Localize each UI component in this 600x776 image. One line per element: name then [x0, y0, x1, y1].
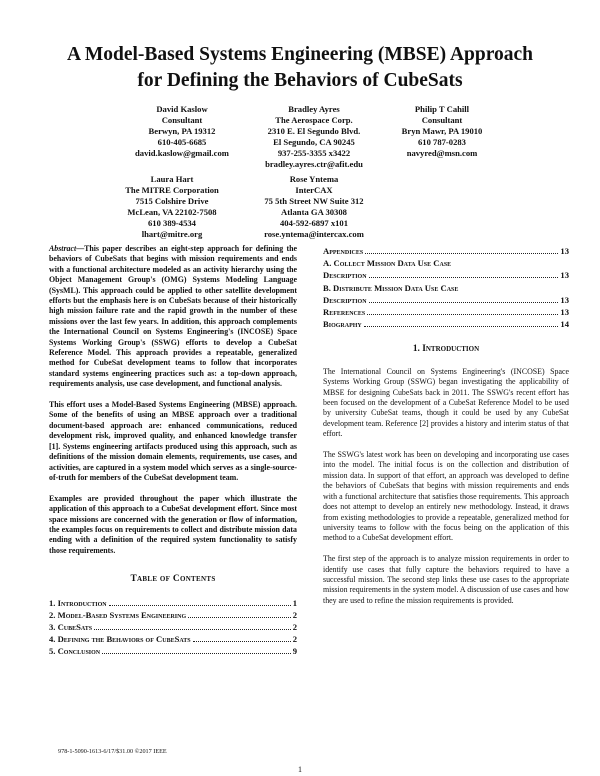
toc-entry-prefix: B. Distribute Mission Data Use Case [323, 282, 459, 293]
page-number: 1 [298, 765, 302, 774]
author-city: McLean, VA 22102-7508 [127, 207, 217, 217]
author-org: InterCAX [295, 185, 333, 195]
toc-entry-page: 13 [560, 246, 569, 256]
author-address: 2310 E. El Segundo Blvd. [267, 126, 361, 136]
right-column [323, 245, 569, 617]
toc-entry-page: 9 [292, 646, 297, 657]
author-phone: 610-405-6685 [157, 137, 207, 147]
abstract-paragraph-2: This effort uses a Model-Based Systems Engineering (MBSE) approach. Some of the benefits of using an MBSE approach over a traditional document-based approach are: enhanced communications, reduced development risk, improved quality, and enhanced knowledge transfer [1]. Systems engineering artifacts produced using this approach, such as definitions of the mission domain elements, requirements, use cases, and activities, are captured in a system model which serves as a single-source-of-truth for members of the CubeSat development team. [49, 400, 297, 482]
toc-leader [102, 653, 291, 654]
author-name: David Kaslow [156, 104, 208, 114]
toc-entry-page: 14 [560, 319, 569, 330]
toc-entry-label: 4. Defining the Behaviors of CubeSats [49, 634, 191, 645]
abstract-label: Abstract [49, 244, 77, 253]
toc-entry-page: 2 [292, 621, 297, 632]
author-block-ayres [236, 104, 392, 170]
toc-entry[interactable] [49, 609, 297, 621]
toc-entry-page: 2 [292, 609, 297, 620]
author-phone: 610 389-4534 [148, 218, 196, 228]
author-email[interactable]: bradley.ayres.ctr@afit.edu [265, 159, 363, 169]
toc-entry[interactable] [323, 269, 569, 281]
toc-entry-label: 5. Conclusion [49, 646, 101, 657]
author-city: Atlanta GA 30308 [281, 207, 347, 217]
toc-entry-label: 2. Model-Based Systems Engineering [49, 609, 187, 620]
toc-entry-page: 13 [560, 270, 569, 281]
toc-entry-label: 3. CubeSats [49, 621, 93, 632]
author-address: Berwyn, PA 19312 [148, 126, 216, 136]
intro-paragraph-1: The International Council on Systems Engineering's (INCOSE) Space Systems Working Group (SSWG) began investigating the applicability of MBSE for designing CubeSats back in 2011. The SSWG's recent effort has been focused on the development of a CubeSat Reference Model to be used by university CubeSat teams, though it could be used by any CubeSat development team. Reference [2] provides a history and interim status of that effort. [323, 366, 569, 439]
toc-entry[interactable] [323, 318, 569, 330]
paper-title [20, 42, 580, 94]
author-org: Consultant [421, 115, 463, 125]
author-email[interactable]: rose.yntema@intercax.com [264, 229, 364, 239]
toc-entry-page: 13 [560, 307, 569, 318]
author-name: Rose Yntema [289, 174, 339, 184]
toc-entry-label: 1. Introduction [49, 597, 107, 608]
author-org: The MITRE Corporation [125, 185, 219, 195]
toc-entry[interactable] [49, 645, 297, 657]
left-column [49, 244, 297, 658]
author-email[interactable]: david.kaslow@gmail.com [135, 148, 229, 158]
author-city: El Segundo, CA 90245 [273, 137, 355, 147]
intro-paragraph-2: The SSWG's latest work has been on developing and incorporating use cases into the model. The initial focus is on the collection and distribution of mission data. In support of that effort, an approach was developed to define the behaviors of CubeSats that begins with mission requirements and ends with a functional architecture that satisfies those requirements. This approach does not attempt to develop an entirely new methodology. Instead, it draws from existing methodologies to provide a repeatable, generalized method for university teams to follow with the focus being on the application of this method to a CubeSat development effort. [323, 450, 569, 543]
author-email[interactable]: navyred@msn.com [406, 148, 478, 158]
toc-entry[interactable] [49, 633, 297, 645]
author-block-kaslow [112, 104, 252, 159]
abstract-paragraph-1 [49, 244, 297, 390]
author-org: Consultant [161, 115, 203, 125]
toc-entry-label: Description [323, 270, 367, 281]
toc-leader [367, 314, 558, 315]
toc-entry[interactable] [323, 245, 569, 257]
toc-entry-page: 2 [292, 634, 297, 645]
title-line-2: for Defining the Behaviors of CubeSats [137, 70, 463, 91]
author-org: The Aerospace Corp. [275, 115, 353, 125]
toc-entry-label: Biography [323, 319, 362, 330]
author-address: 7515 Colshire Drive [135, 196, 209, 206]
toc-entry-label: Description [323, 294, 367, 305]
toc-leader [109, 605, 291, 606]
author-email[interactable]: lhart@mitre.org [141, 229, 203, 239]
toc-entry[interactable] [323, 306, 569, 318]
toc-entry-prefix: A. Collect Mission Data Use Case [323, 258, 452, 269]
toc-entry[interactable] [323, 294, 569, 306]
toc-entry-page: 13 [560, 294, 569, 305]
intro-paragraph-3: The first step of the approach is to analyze mission requirements in order to identify use cases that fully capture the behaviors required to have a successful mission. The second step links these use cases to the appropriate mission requirements in the system model. A discussion of use cases and how they are used to refine the mission requirements is provided. [323, 554, 569, 605]
section-heading-introduction: 1. Introduction [412, 344, 480, 355]
toc-leader [94, 629, 291, 630]
toc-leader [193, 641, 291, 642]
abstract-paragraph-3: Examples are provided throughout the paper which illustrate the application of this approach to a CubeSat development effort. Since most space missions are concerned with the generation or flow of information, the examples focus on requirements to collect and distribute mission data ending with a definition of the required system functionality to satisfy those requirements. [49, 493, 297, 555]
author-block-hart [102, 174, 242, 240]
toc-entry-label: References [323, 307, 366, 318]
author-phone: 404-592-6897 x101 [279, 218, 349, 228]
copyright-footnote: 978-1-5090-1613-6/17/$31.00 ©2017 IEEE [58, 748, 167, 755]
title-line-1: A Model-Based Systems Engineering (MBSE) Approach [66, 44, 534, 65]
toc-leader [365, 253, 558, 254]
author-phone: 937-255-3355 x3422 [277, 148, 351, 158]
toc-leader [188, 617, 291, 618]
author-address: Bryn Mawr, PA 19010 [401, 126, 483, 136]
toc-leader [369, 277, 559, 278]
abstract-text: —This paper describes an eight-step approach for defining the behaviors of CubeSats that begins with mission requirements and ends with a functional architecture modeled as an activity hierarchy using the Object Management Group's (OMG) Systems Modeling Language (SysML). This approach could be applied to other satellite development efforts but the emphasis here is on CubeSats because of their historically high mission failure rate and the rapid growth in the number of these missions over the last few years. In addition, this approach complements the International Council on Systems Engineering's (INCOSE) Space Systems Working Group's (SSWG) efforts to develop a CubeSat Reference Model. This approach provides a repeatable, generalized method for CubeSat development teams to follow that incorporates standard systems engineering practices such as: a top-down approach, requirements analysis, use case development, and functional analysis. [49, 244, 297, 389]
toc-entry-label: Appendices [323, 246, 364, 256]
toc-entry[interactable] [49, 597, 297, 609]
toc-heading: Table of Contents [130, 574, 216, 585]
toc-leader [369, 302, 559, 303]
author-name: Bradley Ayres [288, 104, 340, 114]
author-block-yntema [234, 174, 394, 240]
toc-entry[interactable] [49, 621, 297, 633]
toc-leader [364, 326, 559, 327]
author-phone: 610 787-0283 [418, 137, 466, 147]
author-address: 75 5th Street NW Suite 312 [264, 196, 364, 206]
author-name: Laura Hart [150, 174, 194, 184]
toc-entry-page: 1 [292, 597, 297, 608]
author-name: Philip T Cahill [414, 104, 470, 114]
author-block-cahill [372, 104, 512, 159]
